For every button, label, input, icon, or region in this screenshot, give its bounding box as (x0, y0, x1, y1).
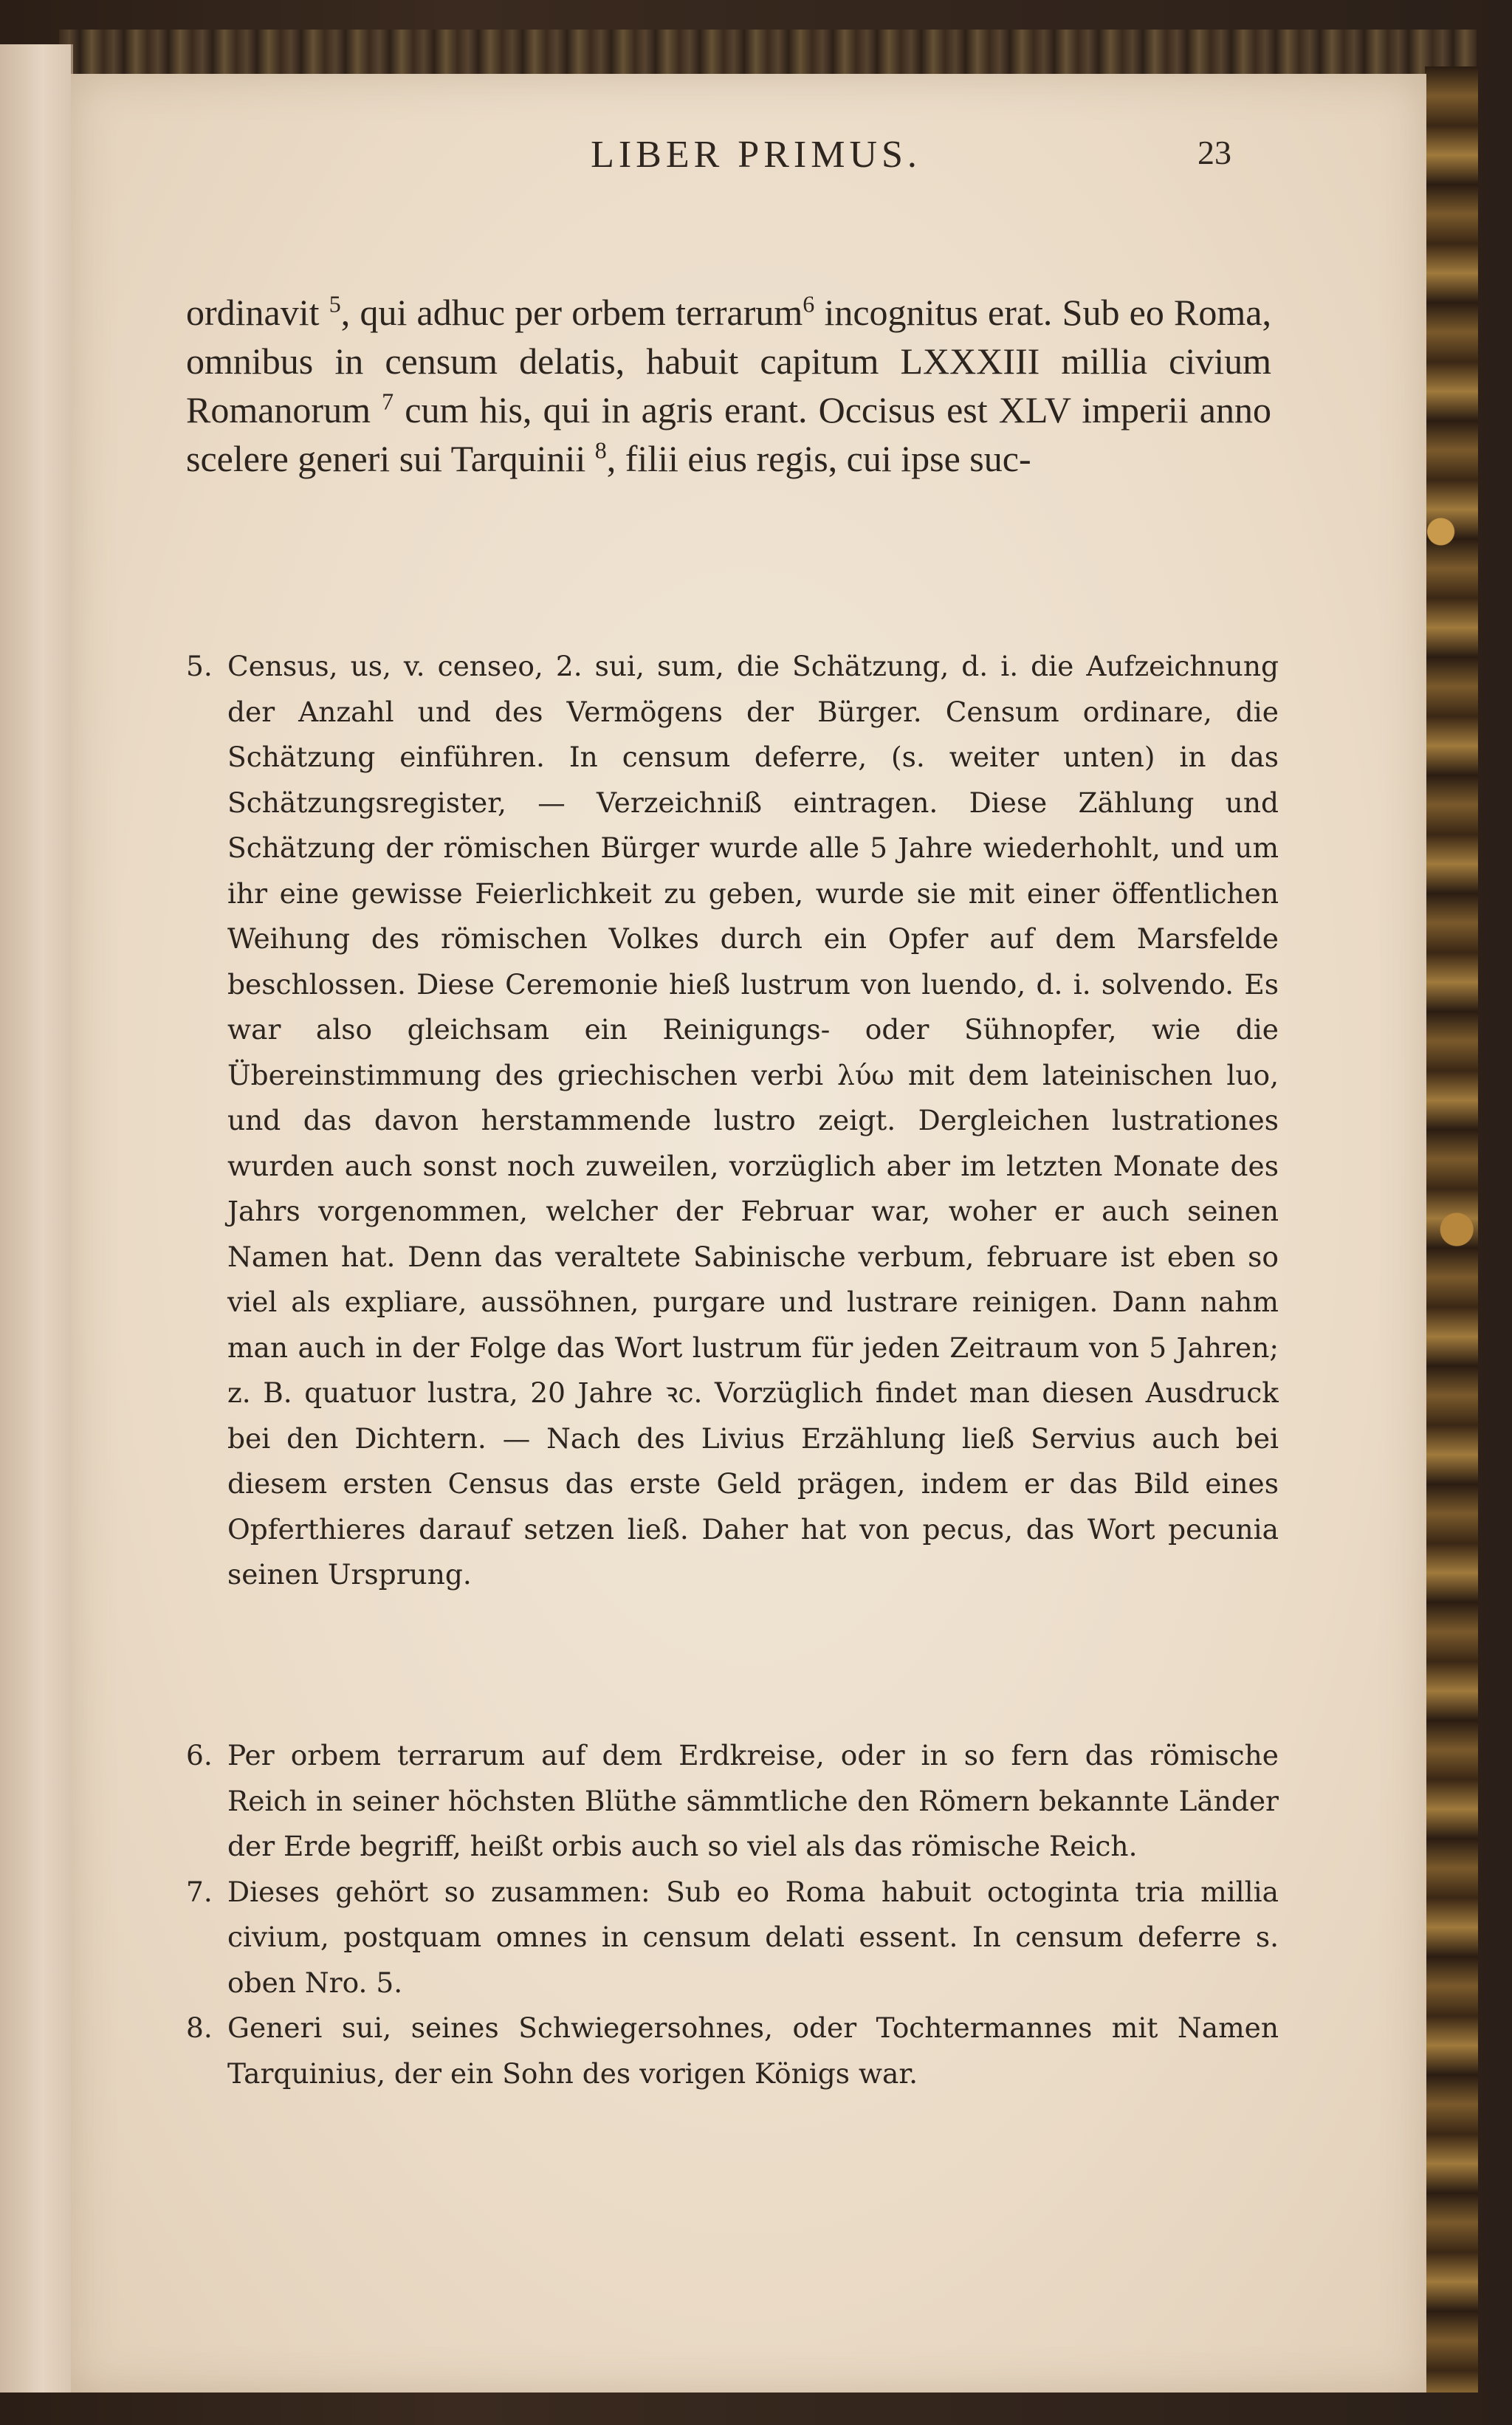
footnote (186, 1870, 1279, 2006)
main-text-segment: , qui adhuc per orbem terrarum (340, 292, 803, 333)
footnote-text: Census, us, v. censeo, 2. sui, sum, die Schätzung, d. i. die Aufzeichnung der Anzahl und des Vermögens der Bürger. Censum ordinare, die Schätzung einführen. In censum deferre, (s. weiter unten) in das Schätzungsregister, — Verzeichniß eintragen. Diese Zählung und Schätzung der römischen Bürger wurde alle 5 Jahre wiederhohlt, und um ihr eine gewisse Feierlichkeit zu geben, wurde sie mit einer öffentlichen Weihung des römischen Volkes durch ein Opfer auf dem Marsfelde beschlossen. Diese Ceremonie hieß lustrum von luendo, d. i. solvendo. Es war also gleichsam ein Reinigungs- oder Sühnopfer, wie die Übereinstimmung des griechischen verbi λύω mit dem lateinischen luo, und das davon herstammende lustro zeigt. Dergleichen lustrationes wurden auch sonst noch zuweilen, vorzüglich aber im letzten Monate des Jahrs vorgenommen, welcher der Februar war, woher er auch seinen Namen hat. Denn das veraltete Sabinische verbum, februare ist eben so viel als expliare, aussöhnen, purgare und lustrare reinigen. Dann nahm man auch in der Folge das Wort lustrum für jeden Zeitraum von 5 Jahren; z. B. quatuor lustra, 20 Jahre ꝛc. Vorzüglich findet man diesen Ausdruck bei den Dichtern. — Nach des Livius Erzählung ließ Servius auch bei diesem ersten Census das erste Geld prägen, indem er das Bild eines Opferthieres darauf setzen ließ. Daher hat von pecus, das Wort pecunia seinen Ursprung. (227, 650, 1279, 1591)
footnote-text: Dieses gehört so zusammen: Sub eo Roma habuit octoginta tria millia civium, postquam omnes in censum delati essent. In censum deferre s. oben Nro. 5. (227, 1875, 1279, 1999)
footnote-number: 6. (186, 1739, 213, 1771)
running-head (0, 133, 1512, 192)
page-number: 23 (1197, 134, 1231, 171)
footnote-ref: 7 (382, 388, 394, 415)
footnotes (186, 644, 1279, 2096)
footnote-ref: 6 (803, 290, 815, 318)
footnote-ref: 8 (594, 436, 607, 464)
main-text-segment: incognitus erat. Sub eo Roma, omnibus in censum delatis, habuit capitum LXXXIII millia civium Romanorum (186, 292, 1271, 431)
footnote-number: 5. (186, 650, 213, 682)
page-title: LIBER PRIMUS. (591, 134, 921, 176)
footnote-number: 8. (186, 2011, 213, 2044)
main-text (186, 288, 1271, 483)
main-text-segment: cum his, qui in agris erant. Occisus est XLV imperii anno scelere generi sui Tarquinii (186, 389, 1271, 479)
footnote-number: 7. (186, 1875, 213, 1908)
main-text-segment: ordinavit (186, 292, 329, 333)
footnote-text: Generi sui, seines Schwiegersohnes, oder Tochtermannes mit Namen Tarquinius, der ein Sohn des vorigen Königs war. (227, 2011, 1279, 2090)
footnote-ref: 5 (329, 290, 341, 318)
footnote (186, 2006, 1279, 2096)
facing-page-edge (0, 44, 73, 2393)
footnote-text: Per orbem terrarum auf dem Erdkreise, oder in so fern das römische Reich in seiner höchsten Blüthe sämmtliche den Römern bekannte Länder der Erde begriff, heißt orbis auch so viel als das römische Reich. (227, 1739, 1279, 1862)
marbled-cover-edge (1425, 66, 1478, 2393)
main-text-segment: , filii eius regis, cui ipse suc- (606, 438, 1031, 479)
footnote (186, 1733, 1279, 1870)
footnote (186, 644, 1279, 1733)
